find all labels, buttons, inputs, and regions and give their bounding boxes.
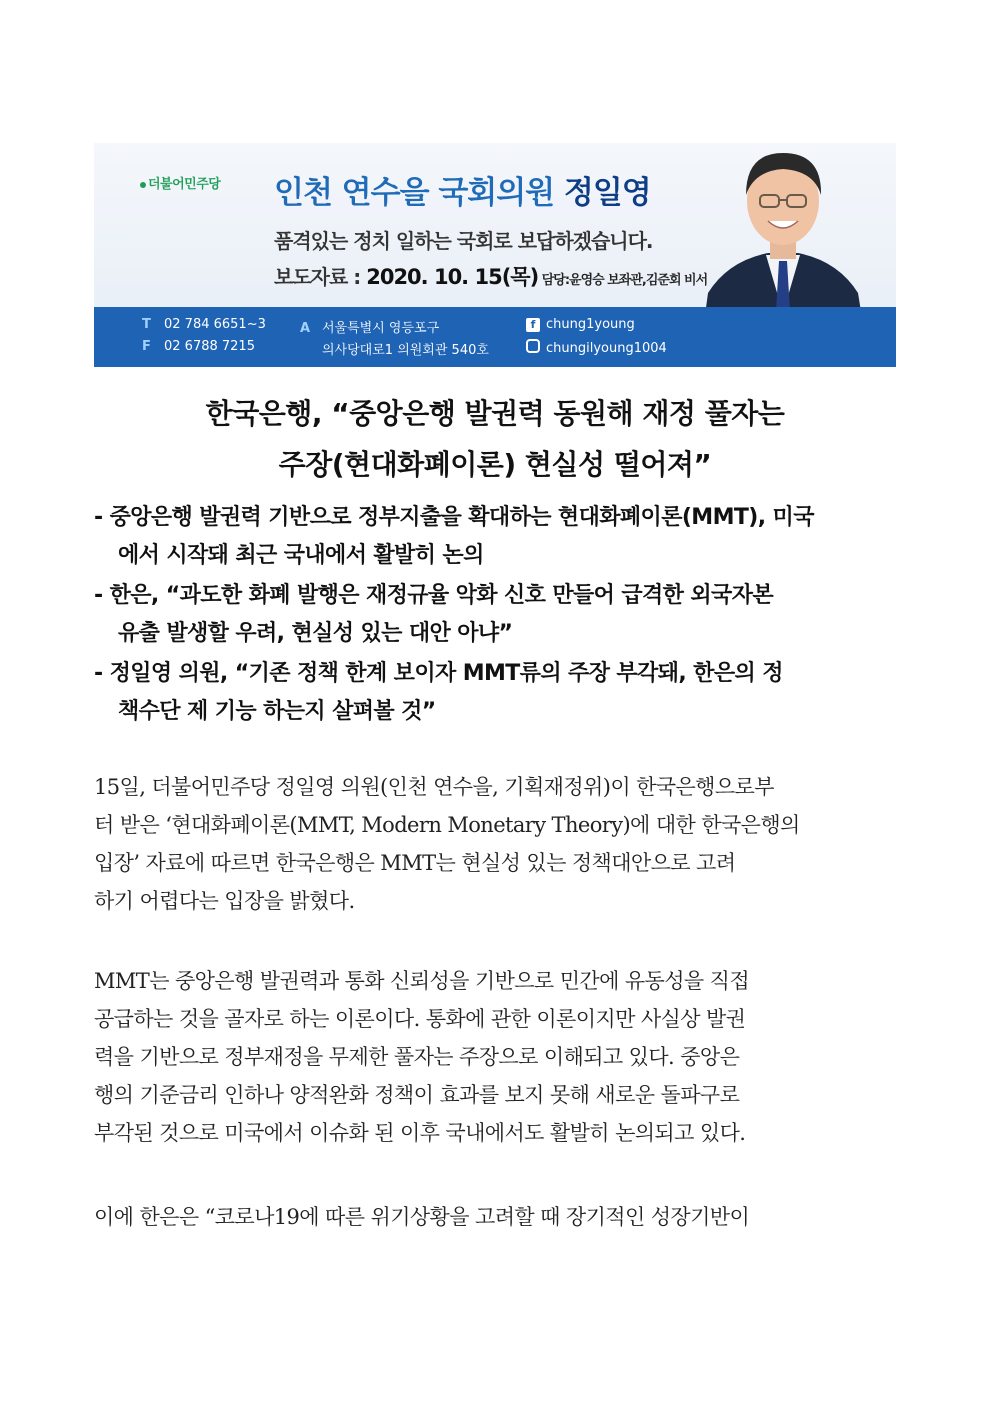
press-banner [94,143,896,367]
press-date: 2020. 10. 15(목) [366,265,539,289]
paragraph-2: MMT는 중앙은행 발권력과 통화 신뢰성을 기반으로 민간에 유동성을 직접 공급하는 것을 골자로 하는 이론이다. 통화에 관한 이론이지만 사실상 발권 력을 기반으로 정부재정을 무제한 풀자는 주장으로 이해되고 있다. 중앙은 행의 기준금리 인하나 양적완화 정책이 효과를 보지 못해 새로운 돌파구로 부각된 것으로 미국에서 이슈화 된 이후 국내에서도 활발히 논의되고 있다. [94,969,750,1145]
headline-line-1: 한국은행, “중앙은행 발권력 동원해 재정 풀자는 [205,397,785,430]
fax: F 02 6788 7215 [142,339,255,354]
facebook-handle: f chung1young [526,317,635,332]
banner-slogan: 품격있는 정치 일하는 국회로 보답하겠습니다. [274,229,653,253]
instagram-icon [526,339,540,353]
address-line2: 의사당대로1 의원회관 540호 [322,343,489,358]
summary-bullet-2: - 한은, “과도한 화폐 발행은 재정규율 악화 신호 만들어 급격한 외국자본 유출 발생할 우려, 현실성 있는 대안 아냐” [94,583,773,646]
instagram-handle: chungilyoung1004 [526,339,667,356]
summary-bullet-1: - 중앙은행 발권력 기반으로 정부지출을 확대하는 현대화폐이론(MMT), 미국 에서 시작돼 최근 국내에서 활발히 논의 [94,505,814,568]
party-logo: 더불어민주당 [140,173,220,192]
tel: T 02 784 6651~3 [142,317,266,332]
press-release-line: 보도자료 : 2020. 10. 15(목) 담당:윤영승 보좌관,김준회 비서 [274,265,708,289]
banner-title: 인천 연수을 국회의원 정일영 [274,175,651,211]
paragraph-3: 이에 한은은 “코로나19에 따른 위기상황을 고려할 때 장기적인 성장기반이 [94,1205,750,1229]
facebook-icon: f [526,318,540,332]
press-staff: 담당:윤영승 보좌관,김준회 비서 [538,273,708,288]
contact-bar [94,307,896,367]
address-line1: A 서울특별시 영등포구 [300,321,440,336]
paragraph-1: 15일, 더불어민주당 정일영 의원(인천 연수을, 기획재정위)이 한국은행으로부 터 받은 ‘현대화폐이론(MMT, Modern Monetary Theory)에 대한 한국은행의 입장’ 자료에 따르면 한국은행은 MMT는 현실성 있는 정책대안으로 고려 하기 어렵다는 입장을 밝혔다. [94,775,800,913]
summary-bullet-3: - 정일영 의원, “기존 정책 한계 보이자 MMT류의 주장 부각돼, 한은의 정 책수단 제 기능 하는지 살펴볼 것” [94,661,783,724]
headline-line-2: 주장(현대화폐이론) 현실성 떨어져” [278,448,712,481]
